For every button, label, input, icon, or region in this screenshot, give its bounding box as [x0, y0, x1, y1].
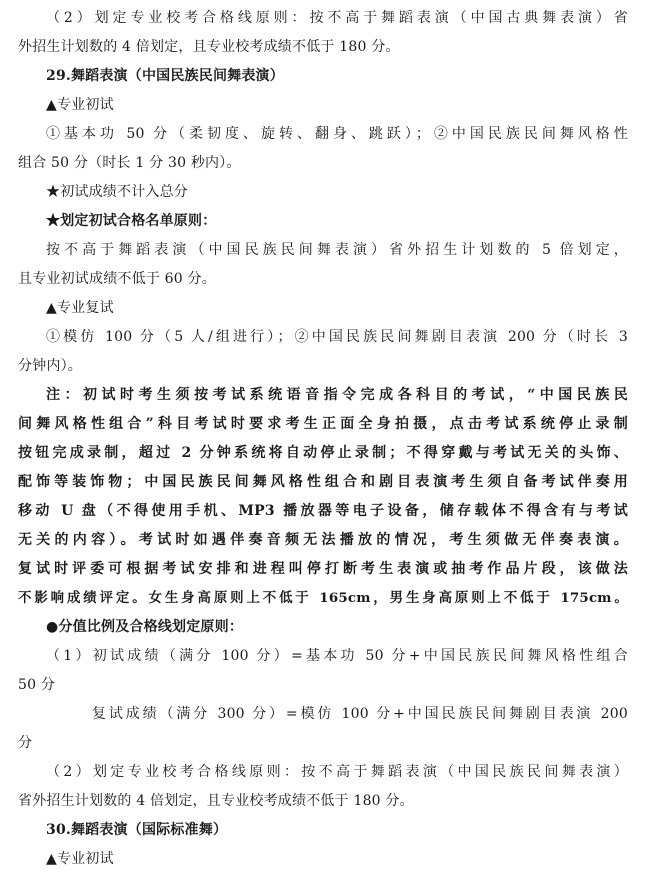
subheading: ▲专业初试	[46, 97, 114, 113]
text-line: 按不高于舞蹈表演（中国民族民间舞表演）省外招生计划数的 5 倍划定，	[46, 242, 628, 258]
subheading: ▲专业初试	[46, 851, 114, 867]
text-line: ①基本功 50 分（柔韧度、旋转、翻身、跳跃）；②中国民族民间舞风格性	[46, 126, 628, 142]
note-line: 不影响成绩评定。女生身高原则上不低于 165cm，男生身高原则上不低于 175cm。	[18, 590, 628, 606]
text-line: 分钟内）。	[18, 358, 82, 374]
text-line: 外招生计划数的 4 倍划定，且专业校考成绩不低于 180 分。	[18, 39, 400, 55]
note-line: 移动 U 盘（不得使用手机、MP3 播放器等电子设备，储存载体不得含有与考试	[18, 503, 628, 519]
note-line: 间舞风格性组合”科目考试时要求考生正面全身拍摄，点击考试系统停止录制	[18, 416, 628, 432]
note-heading: ★划定初试合格名单原则：	[46, 213, 217, 229]
text-line: 50 分	[18, 677, 56, 693]
note-line: 复试时评委可根据考试安排和进程叫停打断考生表演或抽考作品片段，该做法	[18, 561, 628, 577]
text-line: 分	[18, 735, 33, 751]
note-heading: ●分值比例及合格线划定原则：	[46, 619, 244, 635]
text-line: 复试成绩（满分 300 分）=模仿 100 分+中国民族民间舞剧目表演 200	[92, 706, 628, 722]
text-line: 省外招生计划数的 4 倍划定，且专业校考成绩不低于 180 分。	[18, 793, 414, 809]
section-heading: 30.舞蹈表演（国际标准舞）	[46, 822, 228, 838]
text-line: （1）初试成绩（满分 100 分）=基本功 50 分+中国民族民间舞风格性组合	[46, 648, 628, 664]
subheading: ▲专业复试	[46, 300, 114, 316]
text-line: （2）划定专业校考合格线原则：按不高于舞蹈表演（中国古典舞表演）省	[46, 10, 628, 26]
note-line: 配饰等装饰物；中国民族民间舞风格性组合和剧目表演考生须自备考试伴奏用	[18, 474, 628, 490]
text-line: （2）划定专业校考合格线原则：按不高于舞蹈表演（中国民族民间舞表演）	[46, 764, 628, 780]
note-line: 按钮完成录制，超过 2 分钟系统将自动停止录制；不得穿戴与考试无关的头饰、	[18, 445, 628, 461]
note-line: 无关的内容）。考试时如遇伴奏音频无法播放的情况，考生须做无伴奏表演。	[18, 532, 628, 548]
note-line: 注：初试时考生须按考试系统语音指令完成各科目的考试，“中国民族民	[46, 387, 628, 403]
note-line: ★初试成绩不计入总分	[46, 184, 188, 200]
text-line: ①模仿 100 分（5 人/组进行）；②中国民族民间舞剧目表演 200 分（时长 3	[46, 329, 628, 345]
section-heading: 29.舞蹈表演（中国民族民间舞表演）	[46, 68, 284, 84]
text-line: 组合 50 分（时长 1 分 30 秒内）。	[18, 155, 241, 171]
text-line: 且专业初试成绩不低于 60 分。	[18, 271, 216, 287]
